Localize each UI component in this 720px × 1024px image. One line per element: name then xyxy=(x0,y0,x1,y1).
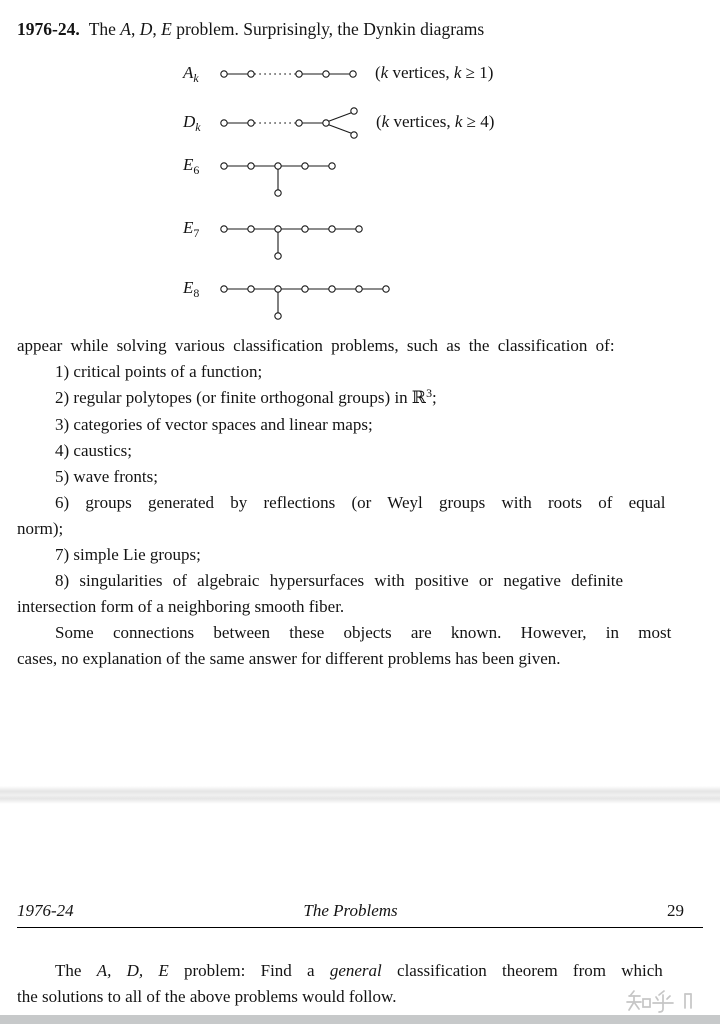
diagram-label-e8: $E_8$ xyxy=(183,278,200,300)
diagram-label-e6: $E_6$ xyxy=(183,155,200,177)
running-header-title: The Problems xyxy=(303,901,398,920)
problem-title: The A, D, E problem. Surprisingly, the Dynkin diagrams xyxy=(88,19,485,39)
bottom-edge-bar xyxy=(0,1015,720,1024)
problem-body xyxy=(17,333,684,672)
list-item-1: 1) critical points of a function; xyxy=(55,362,263,381)
dynkin-diagrams xyxy=(183,62,684,323)
dynkin-diagram-e6 xyxy=(220,154,340,200)
diagram-row-e7 xyxy=(183,217,684,263)
diagram-row-dk xyxy=(183,111,684,140)
next-page xyxy=(0,898,720,1010)
diagram-row-e6 xyxy=(183,154,684,200)
page-break-band xyxy=(0,786,720,804)
zhihu-watermark xyxy=(626,989,694,1015)
diagram-label-e7: $E_7$ xyxy=(183,218,200,240)
list-item-3: 3) categories of vector spaces and linear maps; xyxy=(55,415,373,434)
dynkin-diagram-ak xyxy=(220,62,361,82)
diagram-row-e8 xyxy=(183,277,684,323)
diagram-row-ak xyxy=(183,62,684,85)
closing-paragraph: Some connections between these objects are known. However, in most cases, no explanation of the same answer for different problems has been given. xyxy=(17,623,672,668)
zhihu-watermark-glyphs xyxy=(626,989,694,1015)
dynkin-diagram-dk xyxy=(220,111,362,140)
problem-heading xyxy=(17,16,684,42)
running-header-problem-number: 1976-24 xyxy=(17,901,74,920)
problem-number: 1976-24. xyxy=(17,19,80,39)
diagram-note-dk: (k vertices, k ≥ 4) xyxy=(376,112,495,131)
dynkin-diagram-e8 xyxy=(220,277,394,323)
list-item-5: 5) wave fronts; xyxy=(55,467,158,486)
diagram-note-ak: (k vertices, k ≥ 1) xyxy=(375,63,494,82)
list-item-8: 8) singularities of algebraic hypersurfaces with positive or negative definite intersection form of a neighboring smooth fiber. xyxy=(17,571,624,616)
list-item-7: 7) simple Lie groups; xyxy=(55,545,201,564)
list-item-6: 6) groups generated by reflections (or Weyl groups with roots of equal norm); xyxy=(17,493,666,538)
dynkin-diagram-e7 xyxy=(220,217,367,263)
intro-paragraph: appear while solving various classification problems, such as the classification of: xyxy=(17,336,615,355)
list-item-4: 4) caustics; xyxy=(55,441,132,460)
running-header xyxy=(17,898,703,928)
diagram-label-dk: $D_k$ xyxy=(183,112,201,134)
diagram-label-ak: $A_k$ xyxy=(183,63,199,85)
page-number: 29 xyxy=(667,901,684,920)
list-item-2: 2) regular polytopes (or finite orthogonal groups) in ℝ$^3$; xyxy=(55,386,437,407)
next-page-paragraph: The A, D, E problem: Find a general classification theorem from which the solutions to all of the above problems would follow. xyxy=(17,961,663,1006)
